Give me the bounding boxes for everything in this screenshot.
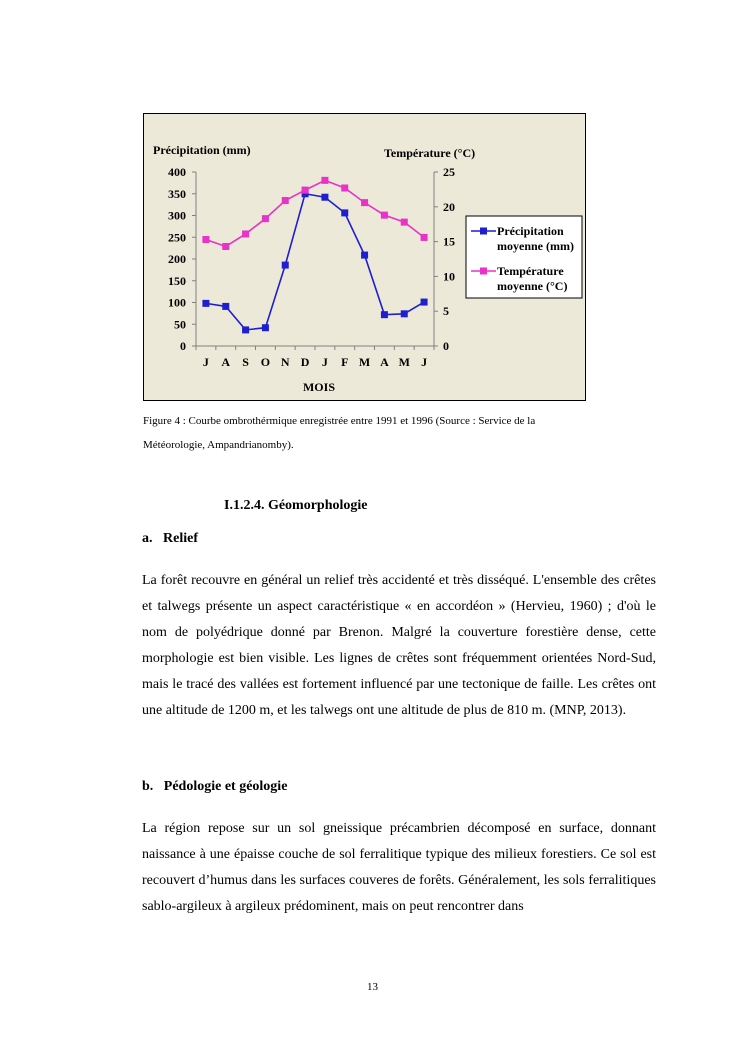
left-axis-title: Précipitation (mm) bbox=[153, 143, 251, 157]
x-axis-tick-label: A bbox=[380, 355, 389, 369]
precipitation-data-point bbox=[242, 326, 249, 333]
x-axis-tick-label: O bbox=[260, 355, 271, 369]
temperature-data-point bbox=[302, 187, 309, 194]
page-number: 13 bbox=[367, 981, 378, 993]
precipitation-data-point bbox=[341, 209, 348, 216]
temperature-data-point bbox=[321, 177, 328, 184]
temperature-data-point bbox=[242, 230, 249, 237]
precipitation-data-point bbox=[361, 252, 368, 259]
precipitation-legend-marker bbox=[480, 228, 487, 235]
figure-caption-line-2: Météorologie, Ampandrianomby). bbox=[143, 439, 294, 451]
x-axis-tick-label: J bbox=[321, 355, 328, 369]
temperature-legend-label: moyenne (°C) bbox=[497, 279, 568, 293]
x-axis-tick-label: F bbox=[341, 355, 349, 369]
left-axis-tick-label: 150 bbox=[168, 273, 186, 288]
precipitation-data-point bbox=[202, 300, 209, 307]
figure-caption-line-1: Figure 4 : Courbe ombrothérmique enregistrée entre 1991 et 1996 (Source : Service de la bbox=[143, 415, 536, 427]
x-axis-tick-label: S bbox=[242, 355, 249, 369]
right-axis-tick-label: 0 bbox=[443, 339, 449, 353]
precipitation-legend-label: Précipitation bbox=[497, 224, 564, 238]
relief-paragraph: La forêt recouvre en général un relief très accidenté et très disséqué. L'ensemble des crêtes et talwegs présente un aspect caractéristique « en accordéon » (Hervieu, 1960) ; d'où le nom de polyédrique donné par Brenon. Malgré la couverture forestière dense, cette morphologie est bien visible. Les lignes de crêtes sont fréquemment orientées Nord-Sud, mais le tracé des vallées est fortement influencé par une tectonique de faille. Les crêtes ont une altitude de 1200 m, et les talwegs ont une altitude de plus de 810 m. (MNP, 2013). bbox=[142, 573, 656, 718]
temperature-data-point bbox=[202, 236, 209, 243]
x-axis-tick-label: A bbox=[221, 355, 231, 369]
left-axis-tick-label: 200 bbox=[168, 252, 186, 266]
right-axis-tick-label: 20 bbox=[443, 199, 455, 214]
precipitation-legend-label: moyenne (mm) bbox=[497, 239, 574, 253]
x-axis-tick-label: J bbox=[421, 355, 428, 369]
temperature-data-point bbox=[361, 199, 368, 206]
x-axis-tick-label: D bbox=[300, 355, 310, 369]
pedologie-paragraph: La région repose sur un sol gneissique précambrien décomposé en surface, donnant naissance à une épaisse couche de sol ferralitique typique des milieux forestiers. Ce sol est recouvert d’humus dans les surfaces couveres de forêts. Généralement, les sols ferralitiques sablo-argileux à argileux prédominent, mais on peut rencontrer dans bbox=[142, 821, 656, 914]
subsection-pedologie-title: b. Pédologie et géologie bbox=[142, 779, 288, 794]
section-title: I.1.2.4. Géomorphologie bbox=[224, 498, 368, 513]
right-axis-tick-label: 25 bbox=[443, 165, 455, 179]
temperature-legend-marker bbox=[480, 268, 487, 275]
left-axis-tick-label: 400 bbox=[168, 165, 186, 179]
precipitation-data-point bbox=[421, 299, 428, 306]
temperature-series-line bbox=[206, 180, 424, 246]
temperature-legend-label: Température bbox=[497, 264, 564, 278]
right-axis-title: Température (°C) bbox=[384, 146, 476, 160]
left-axis-tick-label: 50 bbox=[174, 317, 186, 332]
temperature-data-point bbox=[282, 197, 289, 204]
left-axis-tick-label: 350 bbox=[168, 186, 186, 201]
subsection-relief-title: a. Relief bbox=[142, 531, 198, 546]
precipitation-data-point bbox=[282, 262, 289, 269]
temperature-data-point bbox=[401, 219, 408, 226]
precipitation-data-point bbox=[401, 310, 408, 317]
temperature-data-point bbox=[222, 243, 229, 250]
precipitation-data-point bbox=[262, 324, 269, 331]
climate-chart bbox=[143, 113, 586, 401]
ombrothermic-chart-svg bbox=[144, 114, 585, 400]
precipitation-data-point bbox=[381, 311, 388, 318]
temperature-data-point bbox=[262, 215, 269, 222]
x-axis-tick-label: N bbox=[280, 355, 290, 369]
precipitation-data-point bbox=[321, 194, 328, 201]
left-axis-tick-label: 100 bbox=[168, 295, 186, 310]
temperature-data-point bbox=[381, 212, 388, 219]
right-axis-tick-label: 10 bbox=[443, 269, 455, 284]
right-axis-tick-label: 5 bbox=[443, 304, 449, 319]
x-axis-tick-label: M bbox=[398, 355, 410, 369]
left-axis-tick-label: 250 bbox=[168, 230, 186, 245]
left-axis-tick-label: 300 bbox=[168, 208, 186, 223]
x-axis-tick-label: M bbox=[358, 355, 371, 369]
right-axis-tick-label: 15 bbox=[443, 234, 455, 249]
x-axis-title: MOIS bbox=[302, 380, 336, 394]
temperature-data-point bbox=[341, 185, 348, 192]
temperature-data-point bbox=[421, 234, 428, 241]
precipitation-data-point bbox=[222, 303, 229, 310]
precipitation-series-line bbox=[206, 194, 424, 330]
left-axis-tick-label: 0 bbox=[180, 339, 186, 353]
x-axis-tick-label: J bbox=[202, 355, 209, 369]
